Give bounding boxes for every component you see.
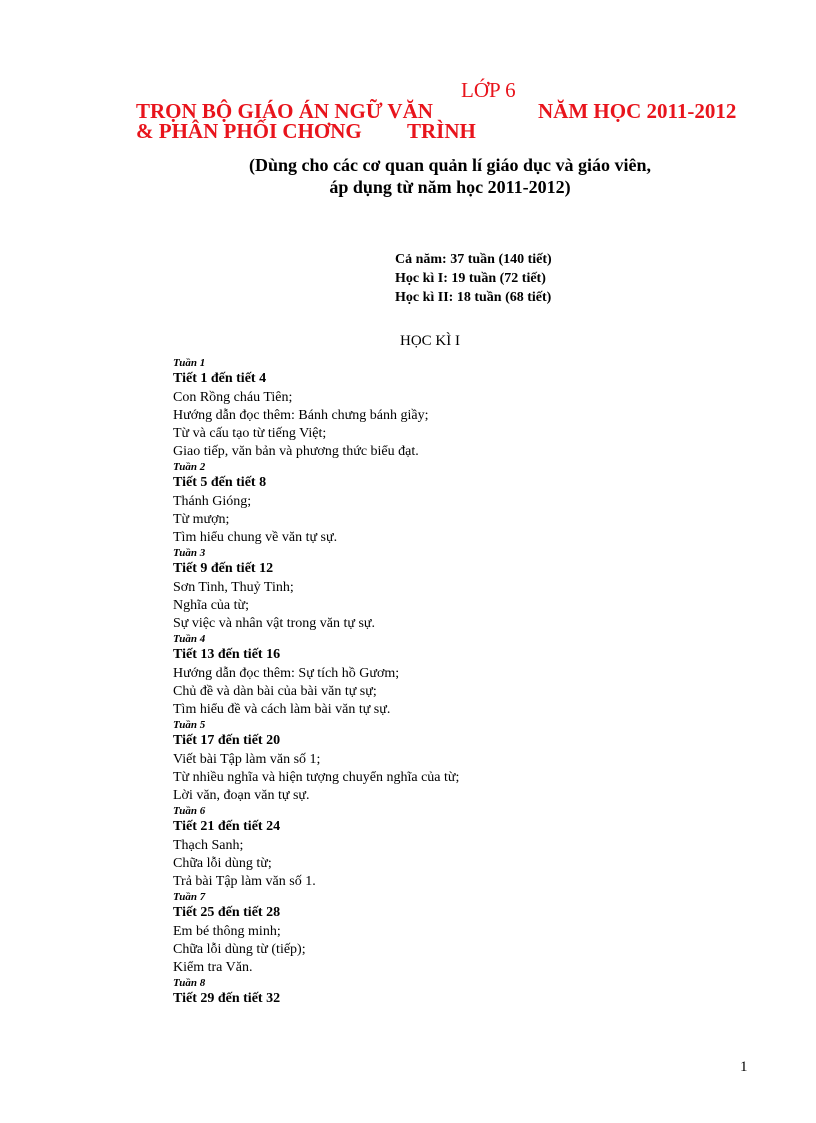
period-range: Tiết 17 đến tiết 20 [173,733,281,748]
week-label: Tuần 4 [173,633,206,645]
summary-semester2: Học kì II: 18 tuần (68 tiết) [395,290,552,305]
course-summary [395,250,552,307]
lesson-item: Thạch Sanh; [173,838,244,853]
document-title-line2-part2: TRÌNH [407,119,476,143]
document-title-grade: LỚP 6 [461,78,516,102]
lesson-item: Sự việc và nhân vật trong văn tự sự. [173,616,376,631]
lesson-item: Tìm hiểu chung về văn tự sự. [173,530,338,545]
lesson-item: Từ và cấu tạo từ tiếng Việt; [173,426,327,441]
week-block [173,977,733,1009]
lesson-item: Hướng dẫn đọc thêm: Sự tích hồ Gươm; [173,666,400,681]
week-block [173,357,733,461]
summary-semester1: Học kì I: 19 tuần (72 tiết) [395,271,546,286]
week-label: Tuần 7 [173,891,206,903]
week-block [173,805,733,891]
lesson-item: Từ mượn; [173,512,230,527]
lesson-item: Con Rồng cháu Tiên; [173,390,293,405]
week-label: Tuần 8 [173,977,206,989]
week-label: Tuần 6 [173,805,206,817]
lesson-item: Chữa lỗi dùng từ; [173,856,272,871]
lesson-item: Chủ đề và dàn bài của bài văn tự sự; [173,684,377,699]
lesson-item: Kiểm tra Văn. [173,960,253,975]
period-range: Tiết 9 đến tiết 12 [173,561,274,576]
week-block [173,547,733,633]
lesson-item: Từ nhiều nghĩa và hiện tượng chuyển nghĩa của từ; [173,770,460,785]
document-title-year: NĂM HỌC 2011-2012 [538,99,737,123]
lesson-item: Viết bài Tập làm văn số 1; [173,752,321,767]
period-range: Tiết 25 đến tiết 28 [173,905,281,920]
document-subtitle-line1: (Dùng cho các cơ quan quản lí giáo dục và giáo viên, [248,155,652,175]
week-label: Tuần 3 [173,547,206,559]
lesson-item: Hướng dẫn đọc thêm: Bánh chưng bánh giầy; [173,408,429,423]
document-title-line2-part1: & PHÂN PHỐI CHƠNG [136,119,362,143]
lesson-item: Thánh Gióng; [173,494,252,509]
document-title-line1: TRỌN BỘ GIÁO ÁN NGỮ VĂN [136,99,433,123]
period-range: Tiết 21 đến tiết 24 [173,819,281,834]
period-range: Tiết 29 đến tiết 32 [173,991,281,1006]
lesson-item: Lời văn, đoạn văn tự sự. [173,788,310,803]
lesson-item: Trả bài Tập làm văn số 1. [173,874,316,889]
lesson-item: Giao tiếp, văn bản và phương thức biểu đạt. [173,444,419,459]
weeks-list [173,357,733,1009]
semester-heading: HỌC KÌ I [400,333,460,349]
week-block [173,633,733,719]
lesson-item: Tìm hiểu đề và cách làm bài văn tự sự. [173,702,391,717]
lesson-item: Nghĩa của từ; [173,598,250,613]
week-label: Tuần 5 [173,719,206,731]
page-number: 1 [740,1059,748,1075]
week-block [173,461,733,547]
week-block [173,891,733,977]
week-label: Tuần 1 [173,357,206,369]
document-subtitle-line2: áp dụng từ năm học 2011-2012) [329,177,571,197]
period-range: Tiết 1 đến tiết 4 [173,371,267,386]
summary-whole-year: Cả năm: 37 tuần (140 tiết) [395,252,552,267]
week-label: Tuần 2 [173,461,206,473]
period-range: Tiết 5 đến tiết 8 [173,475,267,490]
period-range: Tiết 13 đến tiết 16 [173,647,281,662]
week-block [173,719,733,805]
lesson-item: Em bé thông minh; [173,924,281,939]
lesson-item: Sơn Tinh, Thuỷ Tinh; [173,580,294,595]
lesson-item: Chữa lỗi dùng từ (tiếp); [173,942,306,957]
